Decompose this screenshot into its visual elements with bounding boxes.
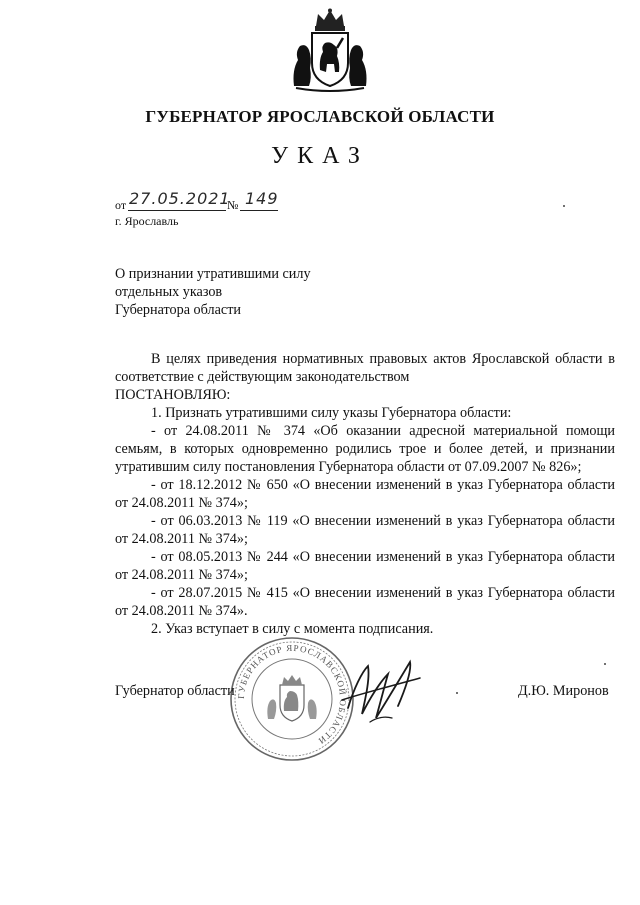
official-seal-stamp <box>228 635 356 763</box>
repealed-decree-item: - от 08.05.2013 № 244 «О внесении изменений в указ Губернатора области от 24.08.2011 № 374»; <box>115 549 615 583</box>
signatory-name: Д.Ю. Миронов <box>518 683 609 699</box>
repealed-decree-item: - от 24.08.2011 № 374 «Об оказании адресной материальной помощи семьям, в которых одновременно родились трое и более детей, и признании утратившим силу постановления Губернатора области от 07.09.2007 № 826»; <box>115 423 615 475</box>
date-underline <box>128 210 226 211</box>
document-title-line: О признании утратившими силу <box>115 266 311 282</box>
number-underline <box>240 210 278 211</box>
scan-speck <box>563 205 565 207</box>
preamble-paragraph: В целях приведения нормативных правовых актов Ярославской области в соответствие с действующим законодательством <box>115 351 615 385</box>
document-type-heading: УКАЗ <box>271 143 369 169</box>
date-prefix-label: от <box>115 198 127 212</box>
document-title-line: Губернатора области <box>115 302 241 318</box>
handwritten-number: 149 <box>245 189 279 208</box>
repealed-decree-item: - от 06.03.2013 № 119 «О внесении изменений в указ Губернатора области от 24.08.2011 № 374»; <box>115 513 615 547</box>
document-title-line: отдельных указов <box>115 284 223 300</box>
repealed-decree-item: - от 28.07.2015 № 415 «О внесении изменений в указ Губернатора области от 24.08.2011 № 374». <box>115 585 615 619</box>
item-2-paragraph: 2. Указ вступает в силу с момента подписания. <box>151 621 434 637</box>
item-1-paragraph: 1. Признать утратившими силу указы Губернатора области: <box>151 405 512 421</box>
coat-of-arms-emblem <box>290 8 370 93</box>
issuing-authority-heading: ГУБЕРНАТОР ЯРОСЛАВСКОЙ ОБЛАСТИ <box>145 107 495 126</box>
number-prefix-label: № <box>227 198 239 212</box>
decree-word: ПОСТАНОВЛЯЮ: <box>115 387 231 403</box>
handwritten-signature <box>340 648 425 728</box>
city-label: г. Ярославль <box>115 214 179 228</box>
document-body <box>115 350 615 638</box>
handwritten-date: 27.05.2021 <box>129 189 231 208</box>
scan-speck <box>456 692 458 694</box>
repealed-decree-item: - от 18.12.2012 № 650 «О внесении изменений в указ Губернатора области от 24.08.2011 № 374»; <box>115 477 615 511</box>
stamp-ring-text: ГУБЕРНАТОР ЯРОСЛАВСКОЙ ОБЛАСТИ <box>235 642 349 747</box>
signatory-position: Губернатор области <box>115 683 235 699</box>
scan-speck <box>604 663 606 665</box>
